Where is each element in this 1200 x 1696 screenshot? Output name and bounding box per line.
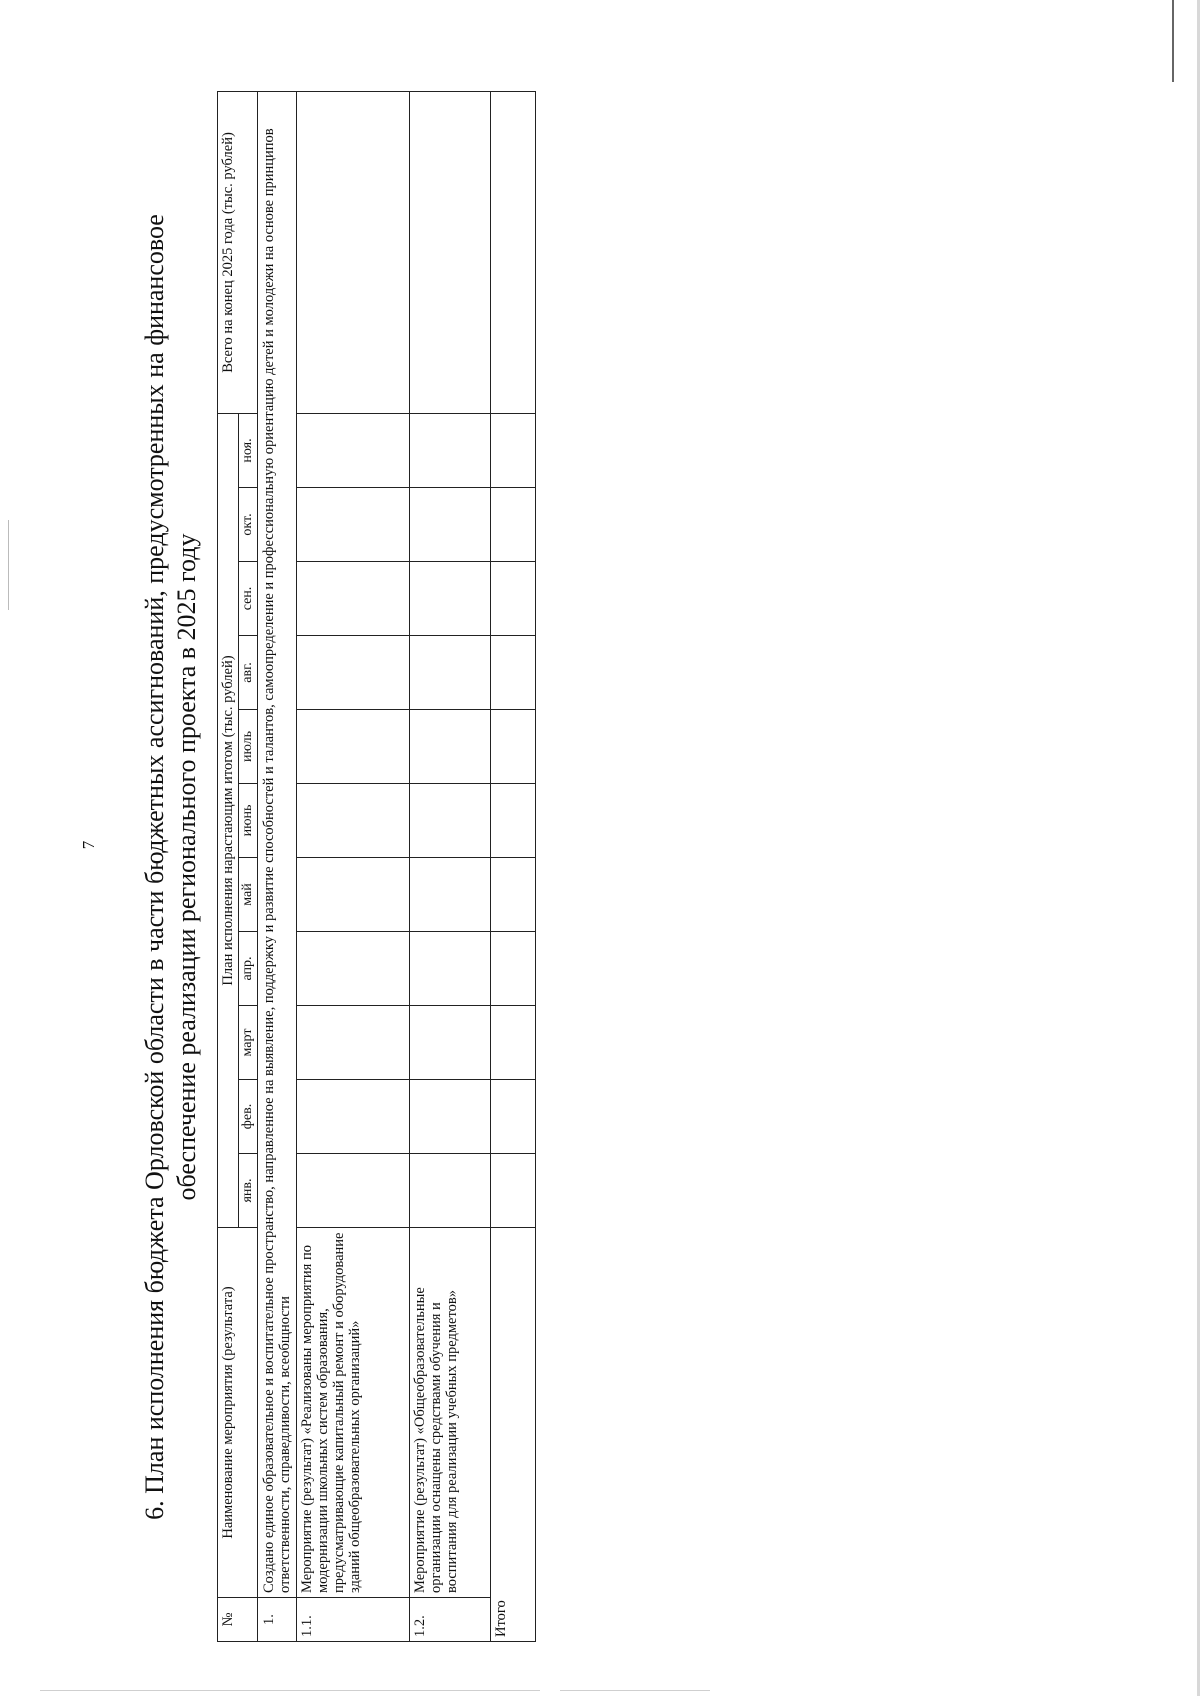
cell (410, 1006, 491, 1080)
month-header: ноя. (239, 413, 258, 487)
scan-artifact-line (1172, 0, 1174, 82)
rotated-page-content (139, 82, 659, 1652)
header-total: Всего на конец 2025 года (тыс. рублей) (218, 91, 258, 413)
cell (297, 858, 410, 932)
cell (491, 784, 536, 858)
row-name: Мероприятие (результат) «Общеобразовательные организации оснащены средствами обучения и воспитания для реализации учебных предметов» (410, 1228, 491, 1598)
month-header: авг. (239, 636, 258, 710)
cell (297, 932, 410, 1006)
row-number: 1.1. (297, 1598, 410, 1642)
cell (410, 636, 491, 710)
cell (297, 710, 410, 784)
cell (491, 636, 536, 710)
cell (297, 562, 410, 636)
objective-text: Создано единое образовательное и воспитательное пространство, направленное на выявление, поддержку и развитие способностей и талантов, самоопределение и профессиональную ориентацию детей и молодежи на основе принципов ответственности, справедливости, всеобщности (258, 91, 297, 1597)
table-row (410, 91, 491, 1641)
cell (410, 858, 491, 932)
scan-artifact-tick (8, 520, 9, 610)
cell (297, 1080, 410, 1154)
title-line-2: обеспечение реализации регионального проекта в 2025 году (172, 533, 201, 1201)
total-label: Итого (491, 1228, 536, 1642)
cell (410, 710, 491, 784)
cell (491, 932, 536, 1006)
page-number: 7 (79, 840, 98, 850)
page-title (139, 92, 203, 1642)
scan-artifact-dash (560, 1690, 710, 1691)
month-header: март (239, 1006, 258, 1080)
row-name: Мероприятие (результат) «Реализованы мероприятия по модернизации школьных систем образования, предусматривающие капитальный ремонт и оборудование зданий общеобразовательных организаций» (297, 1228, 410, 1598)
table-row (297, 91, 410, 1641)
cell (297, 488, 410, 562)
cell (410, 413, 491, 487)
month-header: апр. (239, 932, 258, 1006)
row-number: 1.2. (410, 1598, 491, 1642)
title-line-1: 6. План исполнения бюджета Орловской области в части бюджетных ассигнований, предусмотренных на финансовое (140, 214, 169, 1520)
header-plan: План исполнения нарастающим итогом (тыс. рублей) (218, 413, 239, 1227)
cell (491, 710, 536, 784)
cell (491, 488, 536, 562)
budget-plan-table (217, 91, 536, 1642)
month-header: окт. (239, 488, 258, 562)
cell (410, 784, 491, 858)
month-header: май (239, 858, 258, 932)
objective-number: 1. (258, 1598, 297, 1642)
cell (491, 91, 536, 413)
objective-row (258, 91, 297, 1641)
scan-artifact-dash (40, 1690, 540, 1691)
cell (410, 562, 491, 636)
cell (410, 932, 491, 1006)
cell (491, 1080, 536, 1154)
cell (491, 562, 536, 636)
cell (491, 1006, 536, 1080)
month-header: янв. (239, 1154, 258, 1228)
header-row-1 (218, 91, 239, 1641)
cell (410, 91, 491, 413)
header-name: Наименование мероприятия (результата) (218, 1228, 258, 1598)
total-row (491, 91, 536, 1641)
cell (297, 413, 410, 487)
month-header: июнь (239, 784, 258, 858)
cell (297, 1154, 410, 1228)
month-header: июль (239, 710, 258, 784)
cell (491, 413, 536, 487)
cell (297, 91, 410, 413)
cell (491, 858, 536, 932)
cell (410, 488, 491, 562)
cell (410, 1154, 491, 1228)
month-header: фев. (239, 1080, 258, 1154)
header-number: № (218, 1598, 258, 1642)
cell (297, 1006, 410, 1080)
cell (297, 784, 410, 858)
month-header: сен. (239, 562, 258, 636)
cell (410, 1080, 491, 1154)
cell (491, 1154, 536, 1228)
cell (297, 636, 410, 710)
